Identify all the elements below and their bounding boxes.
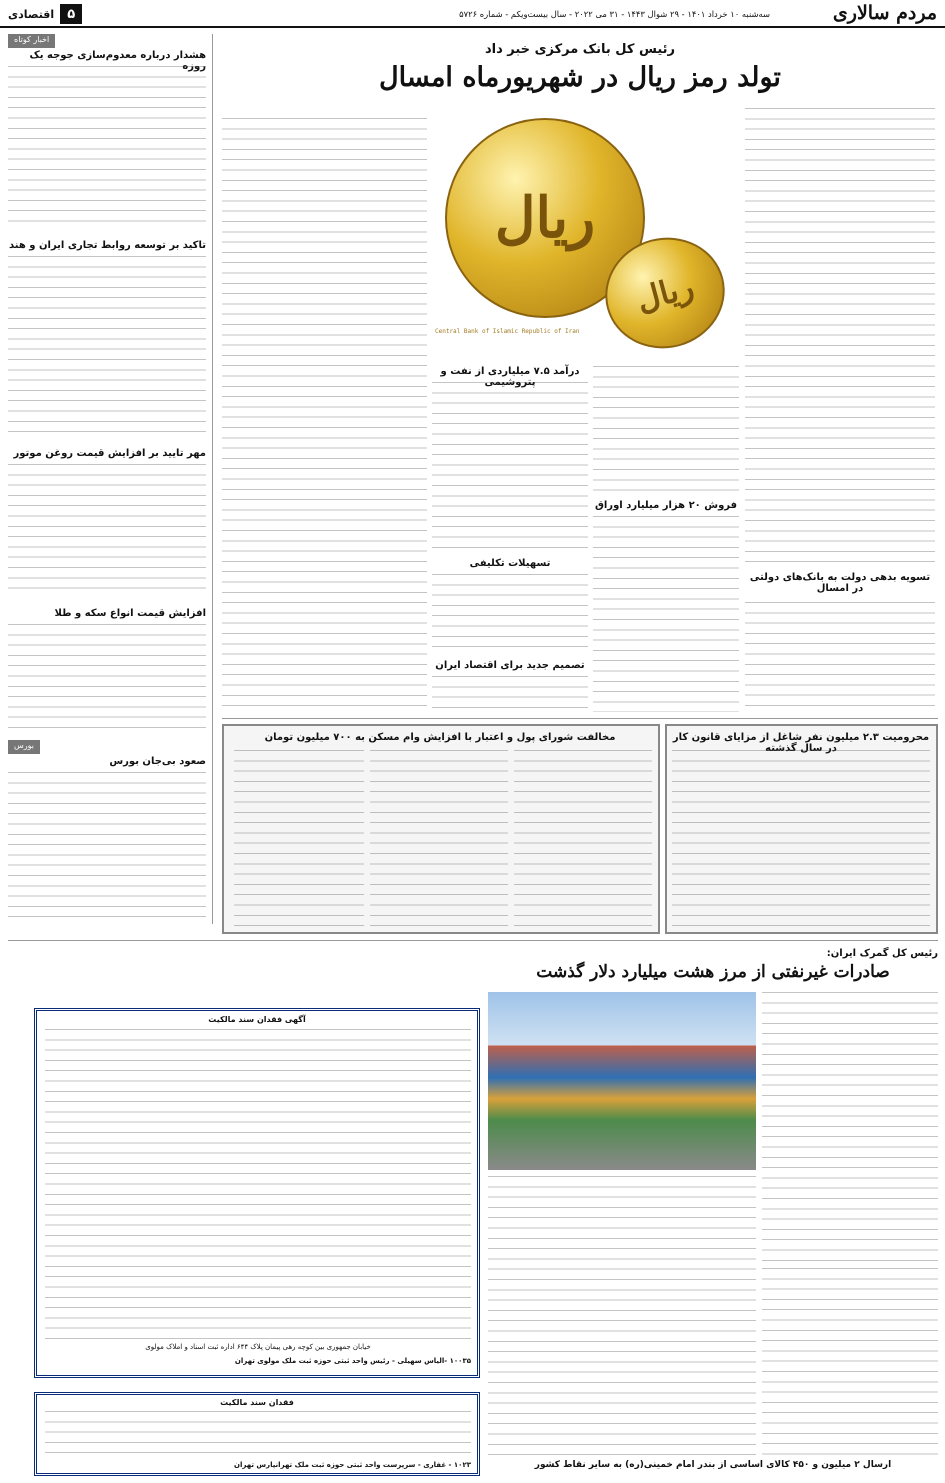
lead-body-col4 xyxy=(222,118,427,712)
ad-body xyxy=(45,1411,471,1459)
brief-headline: هشدار درباره معدوم‌سازی جوجه یک روزه xyxy=(29,50,206,72)
box-body xyxy=(672,750,930,928)
brief-body xyxy=(8,624,206,734)
box-body-col xyxy=(514,750,652,928)
lead-body-col3b xyxy=(432,574,588,654)
ad-address: خیابان جمهوری بین کوچه رهی پیمان پلاک ۶۴۴ اداره ثبت اسناد و املاک مولوی xyxy=(145,1343,371,1351)
legal-ad-1 xyxy=(34,1008,480,1378)
briefs-tag: اخبار کوتاه xyxy=(8,34,55,48)
lead-subhead: فروش ۲۰ هزار میلیارد اوراق xyxy=(594,500,738,511)
page-number: ۵ xyxy=(60,4,82,24)
crypto-rial-coin-image xyxy=(435,118,735,358)
section-name: اقتصادی xyxy=(8,7,55,21)
brief-headline: تاکید بر توسعه روابط تجاری ایران و هند xyxy=(9,240,206,251)
lead-kicker: رئیس کل بانک مرکزی خبر داد xyxy=(484,42,676,57)
section-rule xyxy=(8,940,938,941)
section-rule xyxy=(222,718,938,719)
box-body-col xyxy=(370,750,508,928)
coin-ring-text: Central Bank of Islamic Republic of Iran xyxy=(435,328,580,335)
housing-loan-box xyxy=(222,724,660,934)
brief-body xyxy=(8,464,206,594)
brief-headline: افزایش قیمت انواع سکه و طلا xyxy=(54,608,206,619)
brief-headline: مهر تایید بر افزایش قیمت روغن موتور xyxy=(13,448,206,459)
box-headline: محرومیت ۲.۳ میلیون نفر شاغل از مزایای قانون کار در سال گذشته xyxy=(672,732,930,754)
lead-subhead: تسویه بدهی دولت به بانک‌های دولتی در امسال xyxy=(749,572,931,594)
lead-body-col2 xyxy=(593,366,739,496)
lead-body-col2b xyxy=(593,516,739,712)
lead-subhead: درآمد ۷.۵ میلیاردی از نفت و پتروشیمی xyxy=(440,366,580,388)
ad-title: آگهی فقدان سند مالکیت xyxy=(208,1015,306,1024)
customs-body-col1b xyxy=(762,1268,938,1456)
coin-back: ریال xyxy=(593,224,737,361)
lead-subhead: تصمیم جدید برای اقتصاد ایران xyxy=(435,660,585,671)
customs-body-col1 xyxy=(762,992,938,1262)
lead-title: تولد رمز ریال در شهریورماه امسال xyxy=(379,62,781,93)
brief-body xyxy=(8,66,206,230)
brief-body xyxy=(8,772,206,922)
bourse-tag: بورس xyxy=(8,740,40,754)
box-body-col xyxy=(234,750,364,928)
lead-body-col3c xyxy=(432,676,588,712)
legal-ad-2 xyxy=(34,1392,480,1476)
customs-kicker: رئیس کل گمرک ایران: xyxy=(826,948,938,959)
lead-subhead: تسهیلات تکلیفی xyxy=(469,558,551,569)
customs-subhead: ارسال ۲ میلیون و ۴۵۰ کالای اساسی از بندر امام خمینی(ره) به سایر نقاط کشور xyxy=(534,1460,892,1470)
lead-body-col3 xyxy=(432,382,588,554)
ad-body xyxy=(45,1029,471,1339)
newspaper-logo: مردم سالاری xyxy=(832,2,937,24)
ad-signature: ۱۰۲۳ - غفاری - سرپرست واحد ثبتی حوزه ثبت ملک تهرانپارس تهران xyxy=(233,1461,471,1469)
customs-title: صادرات غیرنفتی از مرز هشت میلیارد دلار گذشت xyxy=(536,962,890,982)
lead-body-col1 xyxy=(745,108,935,568)
brief-headline: صعود بی‌جان بورس xyxy=(109,756,206,767)
dateline: سه‌شنبه ۱۰ خرداد ۱۴۰۱ - ۲۹ شوال ۱۴۴۳ - ۳۱ می ۲۰۲۲ - سال بیست‌ویکم - شماره ۵۷۲۶ xyxy=(459,9,770,19)
container-port-photo xyxy=(488,992,756,1170)
column-rule xyxy=(212,34,213,924)
coin-emblem-text: ریال xyxy=(494,185,596,251)
customs-body-col2 xyxy=(488,1176,756,1456)
lead-body-col1b xyxy=(745,602,935,710)
section-badge xyxy=(8,4,82,24)
box-headline: مخالفت شورای پول و اعتبار با افزایش وام مسکن به ۷۰۰ میلیون تومان xyxy=(264,732,616,743)
brief-body xyxy=(8,256,206,436)
ad-signature: ۱۰۰۳۵ -الیاس سهیلی - رئیس واحد ثبتی حوزه ثبت ملک مولوی تهران xyxy=(234,1357,471,1365)
ad-title: فقدان سند مالکیت xyxy=(220,1398,294,1407)
jobs-box xyxy=(665,724,938,934)
